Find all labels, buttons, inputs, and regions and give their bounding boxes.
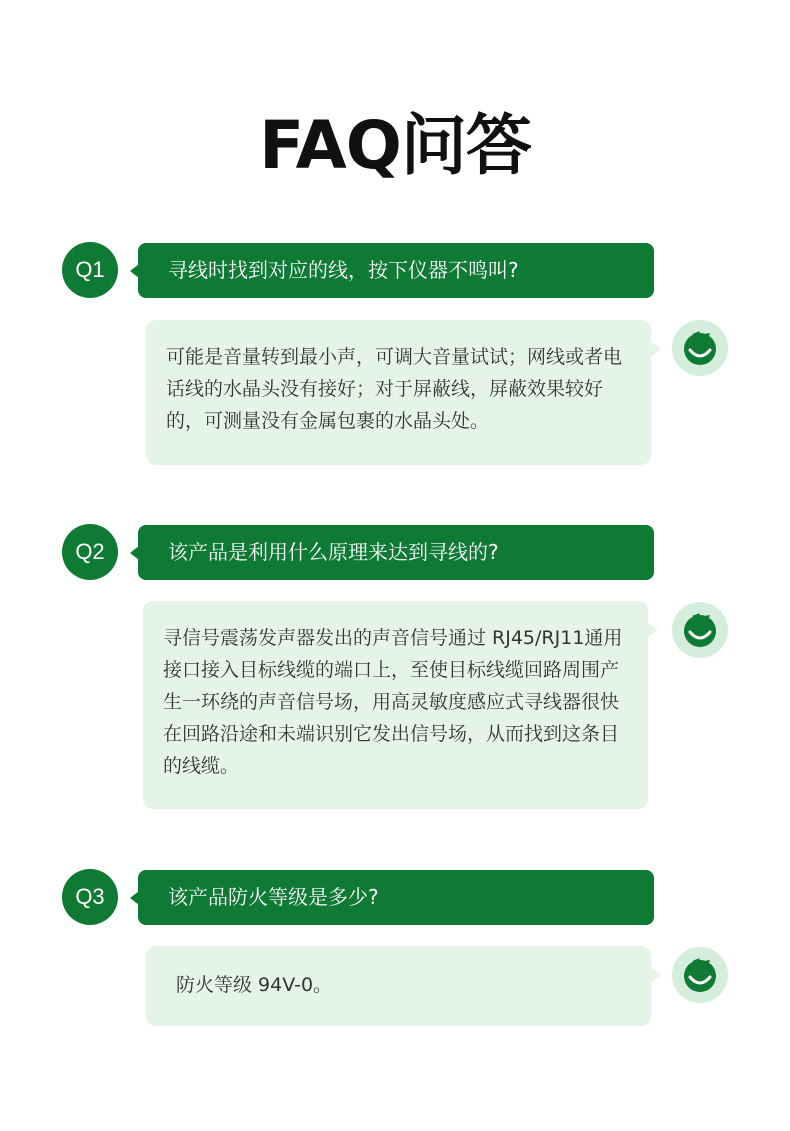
question-badge-q1: Q1	[62, 242, 118, 298]
answer-bubble-q3	[146, 946, 651, 1026]
question-badge-q3: Q3	[62, 869, 118, 925]
smiley-icon	[672, 602, 728, 658]
smiley-icon	[672, 947, 728, 1003]
question-bar-q1[interactable]	[138, 243, 654, 298]
answer-text: 防火等级 94V-0。	[176, 974, 333, 996]
question-bar-q3[interactable]	[138, 870, 654, 925]
question-text: 该产品防火等级是多少?	[168, 885, 379, 909]
answer-text: 寻信号震荡发声器发出的声音信号通过 RJ45/RJ11通用接口接入目标线缆的端口上，至使目标线缆回路周围产生一环绕的声音信号场，用高灵敏度感应式寻线器很快在回路沿途和未端识别它发出信号场，从而找到这条目的线缆。	[163, 627, 623, 777]
question-badge-q2: Q2	[62, 524, 118, 580]
question-bar-q2[interactable]	[138, 525, 654, 580]
page-title: FAQ问答	[259, 107, 531, 184]
answer-text: 可能是音量转到最小声，可调大音量试试；网线或者电话线的水晶头没有接好；对于屏蔽线，屏蔽效果较好的，可测量没有金属包裹的水晶头处。	[166, 346, 623, 432]
question-text: 寻线时找到对应的线，按下仪器不鸣叫?	[168, 258, 519, 282]
answer-bubble-q2	[143, 601, 648, 809]
answer-bubble-q1	[146, 320, 651, 465]
smiley-icon	[672, 320, 728, 376]
question-text: 该产品是利用什么原理来达到寻线的?	[168, 540, 499, 564]
